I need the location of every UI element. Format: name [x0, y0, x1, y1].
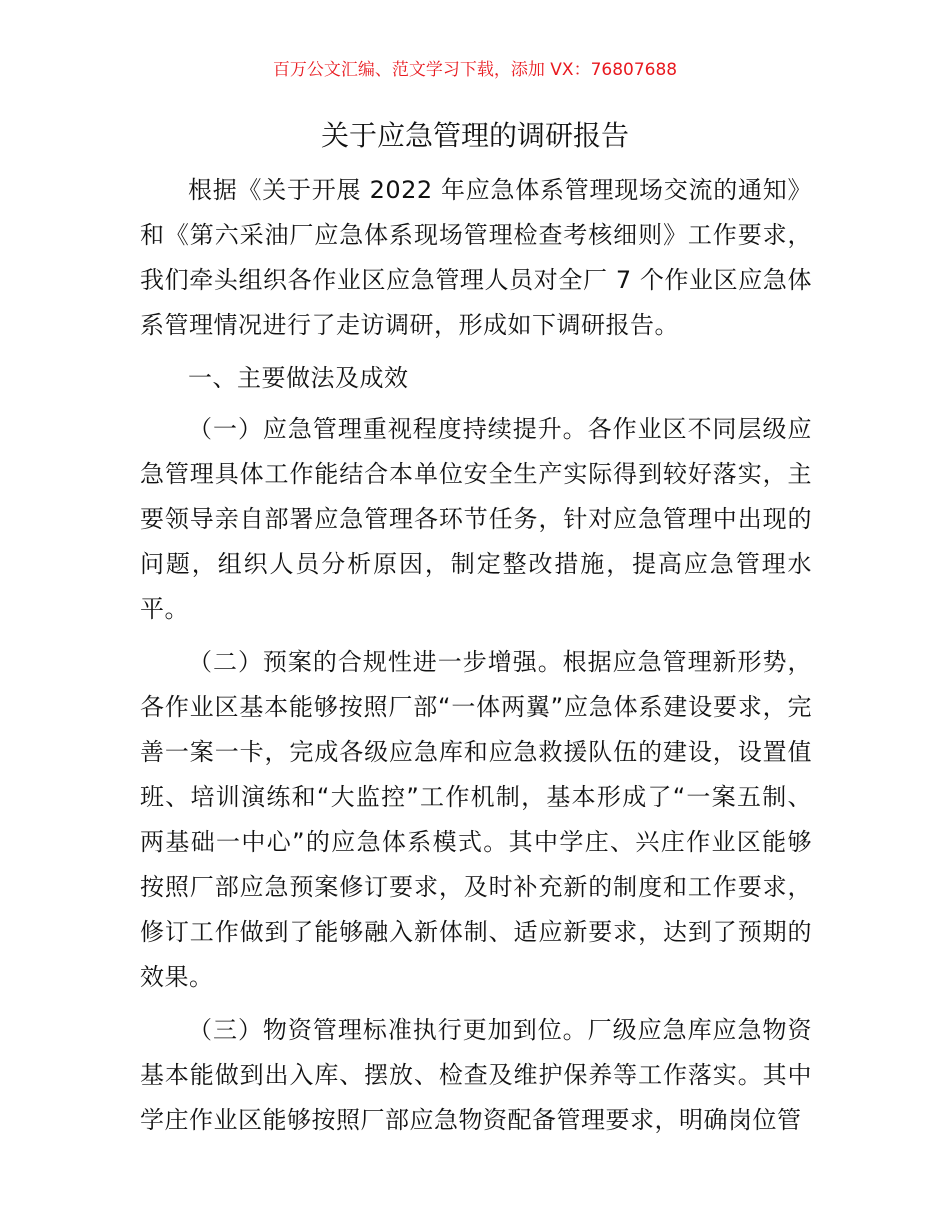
- paragraph-item-1: （一）应急管理重视程度持续提升。各作业区不同层级应急管理具体工作能结合本单位安全生产实际得到较好落实，主要领导亲自部署应急管理各环节任务，针对应急管理中出现的问题，组织人员分析原因，制定整改措施，提高应急管理水平。: [140, 415, 812, 623]
- paragraph-item-2: （二）预案的合规性进一步增强。根据应急管理新形势，各作业区基本能够按照厂部“一体两翼”应急体系建设要求，完善一案一卡，完成各级应急库和应急救援队伍的建设，设置值班、培训演练和“大监控”工作机制，基本形成了“一案五制、两基础一中心”的应急体系模式。其中学庄、兴庄作业区能够按照厂部应急预案修订要求，及时补充新的制度和工作要求，修订工作做到了能够融入新体制、适应新要求，达到了预期的效果。: [140, 648, 812, 991]
- download-notice-header: 百万公文汇编、范文学习下载，添加 VX：76807688: [272, 60, 678, 80]
- intro-paragraph: 根据《关于开展 2022 年应急体系管理现场交流的通知》和《第六采油厂应急体系现场管理检查考核细则》工作要求，我们牵头组织各作业区应急管理人员对全厂 7 个作业区应急体系管理情况进行了走访调研，形成如下调研报告。: [140, 176, 812, 339]
- paragraph-item-3: （三）物资管理标准执行更加到位。厂级应急库应急物资基本能做到出入库、摆放、检查及维护保养等工作落实。其中学庄作业区能够按照厂部应急物资配备管理要求，明确岗位管: [140, 1016, 812, 1134]
- document-title: 关于应急管理的调研报告: [320, 119, 629, 152]
- document-body: [140, 168, 812, 1151]
- section-heading: 一、主要做法及成效: [188, 364, 409, 392]
